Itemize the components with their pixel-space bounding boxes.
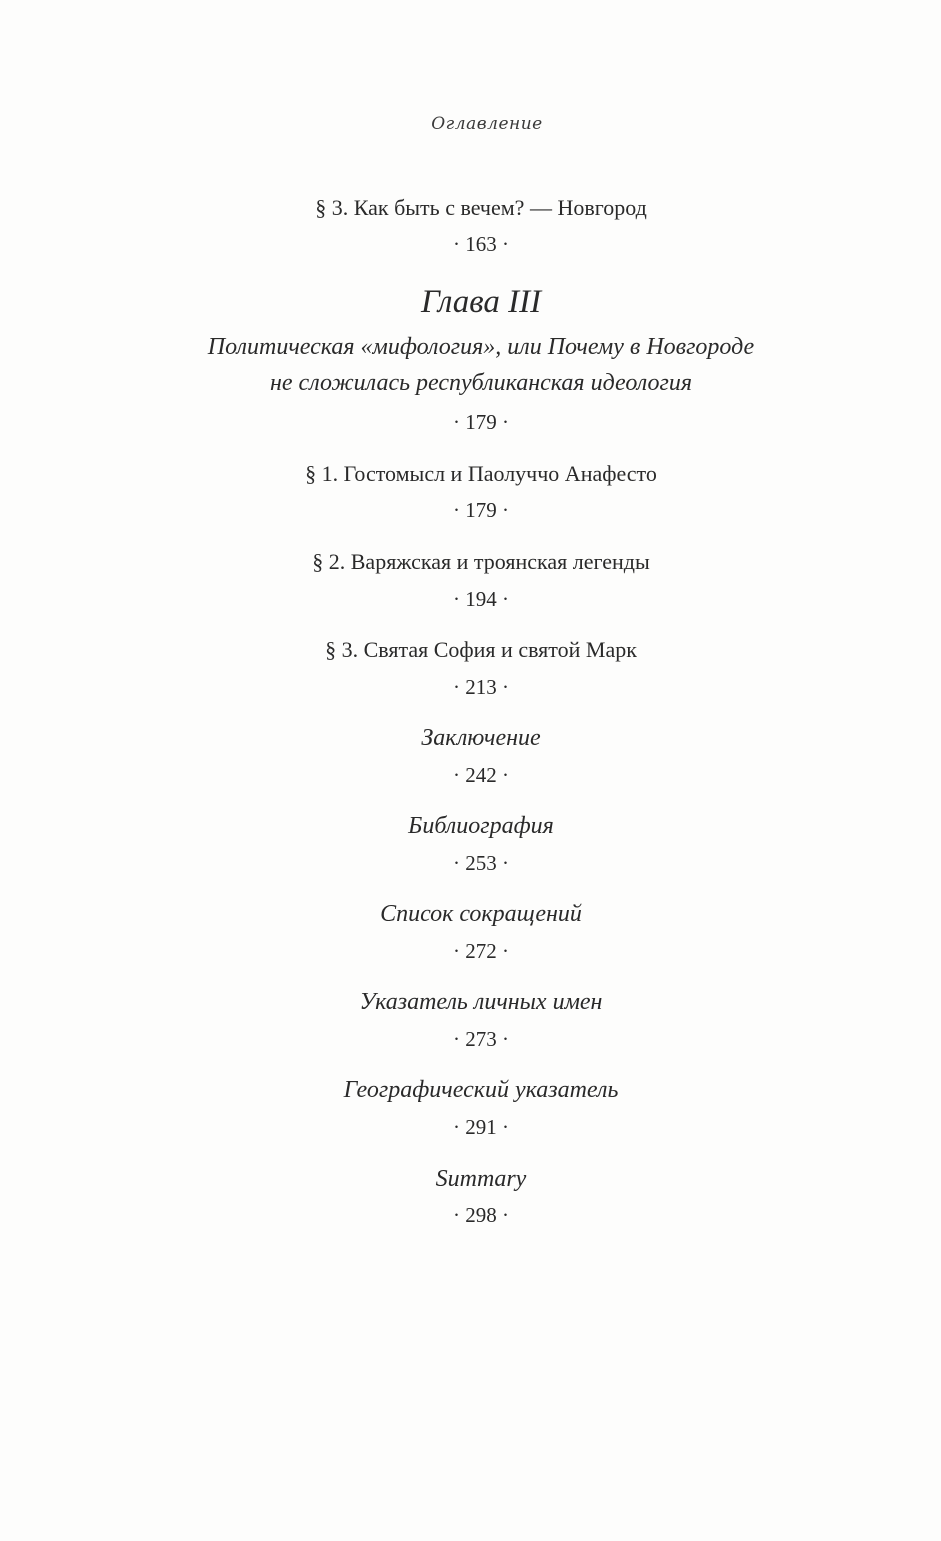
toc-entry-page: · 273 ·: [453, 1027, 509, 1051]
toc-entry-page: · 298 ·: [453, 1203, 509, 1227]
toc-entry-title: Заключение: [421, 725, 541, 751]
toc-entry-title: § 3. Святая София и святой Марк: [325, 637, 637, 662]
toc-entry-page: · 291 ·: [453, 1115, 509, 1139]
chapter-subtitle-line-1: Политическая «мифология», или Почему в Новгороде: [207, 334, 755, 360]
toc-entry-page: · 163 ·: [453, 232, 509, 256]
toc-entry-title: Список сокращений: [380, 901, 582, 927]
toc-entry-title: Указатель личных имен: [359, 989, 603, 1015]
toc-entry-title: Библиография: [408, 813, 554, 839]
toc-entry-page: · 179 ·: [453, 410, 509, 434]
toc-entry-title: Географический указатель: [343, 1077, 619, 1103]
running-header: Оглавление: [431, 114, 543, 134]
toc-entry-page: · 253 ·: [453, 851, 509, 875]
toc-entry-title: § 2. Варяжская и троянская легенды: [312, 549, 650, 574]
chapter-heading: Глава III: [420, 284, 542, 320]
toc-entry-page: · 179 ·: [453, 498, 509, 522]
toc-entry-title: § 1. Гостомысл и Паолуччо Анафесто: [305, 461, 657, 486]
toc-entry-page: · 194 ·: [453, 587, 509, 611]
toc-entry-page: · 213 ·: [453, 675, 509, 699]
toc-entry-title: § 3. Как быть с вечем? — Новгород: [315, 195, 647, 220]
toc-entry-title: Summary: [435, 1166, 527, 1192]
toc-entry-page: · 272 ·: [453, 939, 509, 963]
chapter-subtitle-line-2: не сложилась республиканская идеология: [269, 370, 693, 396]
toc-entry-page: · 242 ·: [453, 763, 509, 787]
